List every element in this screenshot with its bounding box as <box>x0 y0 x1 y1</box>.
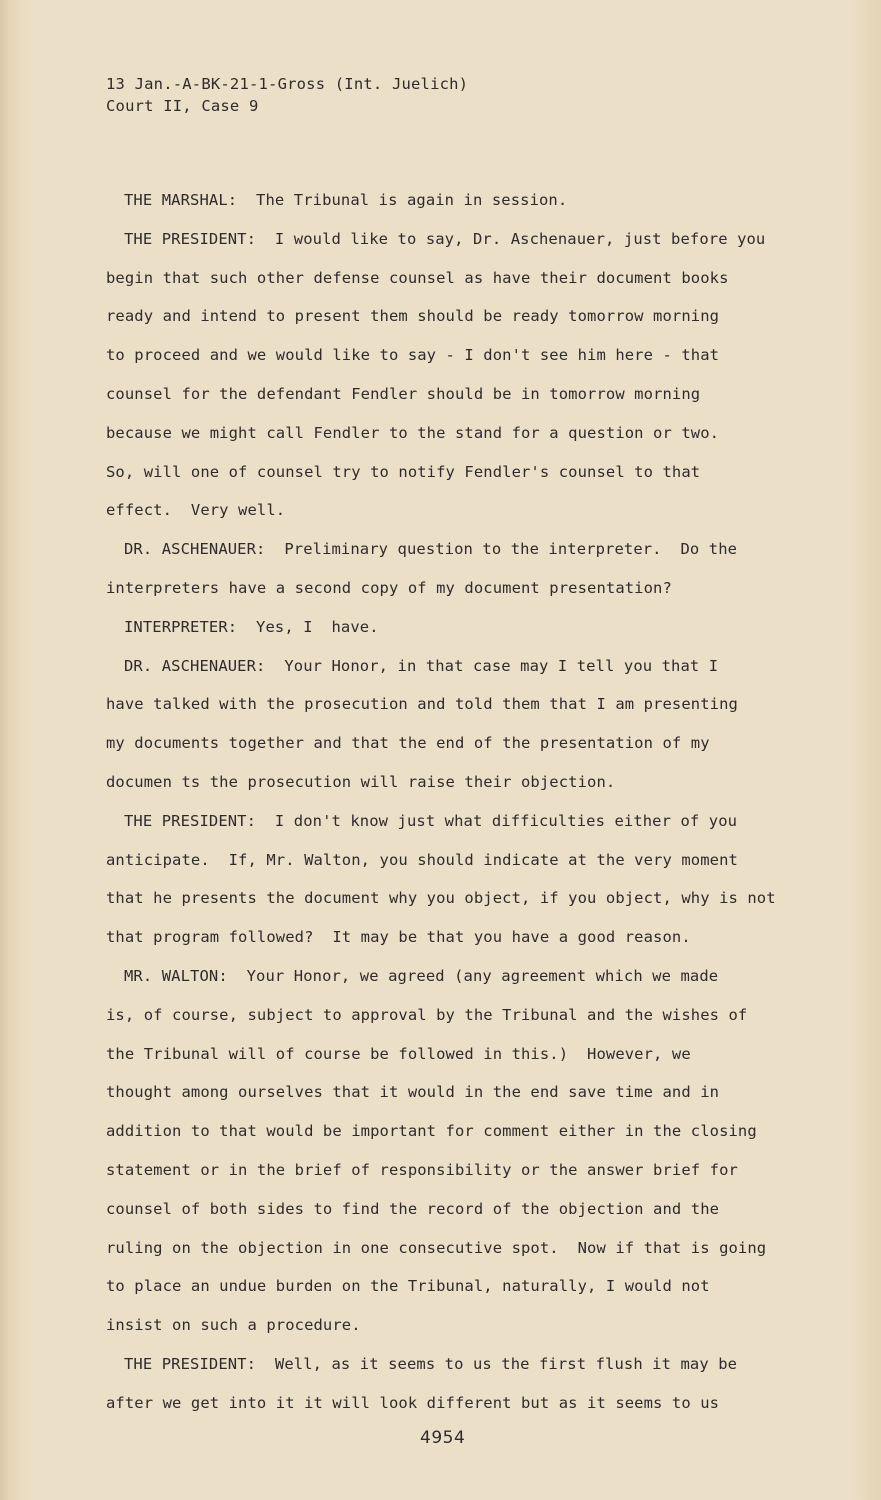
transcript-line: effect. Very well. <box>106 501 286 520</box>
transcript-line: documen ts the prosecution will raise their objection. <box>106 772 616 791</box>
transcript-line: DR. ASCHENAUER: Preliminary question to the interpreter. Do the <box>124 540 738 559</box>
transcript-line: THE MARSHAL: The Tribunal is again in session. <box>124 191 568 209</box>
transcript-line: interpreters have a second copy of my document presentation? <box>106 578 672 597</box>
page-number: 4954 <box>420 1428 466 1448</box>
transcript-line: after we get into it it will look different but as it seems to us <box>106 1393 720 1412</box>
transcript-line: ruling on the objection in one consecutive spot. Now if that is going <box>106 1238 767 1257</box>
transcript-line: statement or in the brief of responsibility or the answer brief for <box>106 1160 738 1179</box>
transcript-line: counsel for the defendant Fendler should be in tomorrow morning <box>106 384 701 403</box>
transcript-line: INTERPRETER: Yes, I have. <box>124 617 379 636</box>
transcript-line: the Tribunal will of course be followed in this.) However, we <box>106 1044 691 1063</box>
transcript-line: have talked with the prosecution and told them that I am presenting <box>106 695 738 714</box>
transcript-line: addition to that would be important for comment either in the closing <box>106 1122 757 1141</box>
transcript-line: ready and intend to present them should be ready tomorrow morning <box>106 307 720 326</box>
transcript-line: my documents together and that the end of the presentation of my <box>106 734 710 753</box>
transcript-line: begin that such other defense counsel as have their document books <box>106 268 729 287</box>
transcript-line: that he presents the document why you object, if you object, why is not <box>106 889 776 908</box>
transcript-line: that program followed? It may be that you have a good reason. <box>106 928 691 947</box>
transcript-line: MR. WALTON: Your Honor, we agreed (any agreement which we made <box>124 966 719 985</box>
transcript-line: THE PRESIDENT: I would like to say, Dr. Aschenauer, just before you <box>124 229 766 248</box>
transcript-line: to place an undue burden on the Tribunal, naturally, I would not <box>106 1277 710 1296</box>
transcript-line: counsel of both sides to find the record of the objection and the <box>106 1199 720 1218</box>
header-court: Court II, Case 9 <box>106 97 259 115</box>
transcript-line: anticipate. If, Mr. Walton, you should indicate at the very moment <box>106 850 738 869</box>
header-reference: 13 Jan.-A-BK-21-1-Gross (Int. Juelich) <box>106 75 469 93</box>
transcript-line: is, of course, subject to approval by the Tribunal and the wishes of <box>106 1005 748 1024</box>
transcript-line: to proceed and we would like to say - I don't see him here - that <box>106 346 720 365</box>
transcript-line: because we might call Fendler to the stand for a question or two. <box>106 423 720 442</box>
transcript-line: THE PRESIDENT: I don't know just what difficulties either of you <box>124 811 738 830</box>
document-header <box>106 73 468 117</box>
transcript-line: DR. ASCHENAUER: Your Honor, in that case may I tell you that I <box>124 656 719 675</box>
transcript-line: insist on such a procedure. <box>106 1316 361 1335</box>
transcript-line: thought among ourselves that it would in the end save time and in <box>106 1083 720 1102</box>
transcript-line: So, will one of counsel try to notify Fendler's counsel to that <box>106 462 701 481</box>
transcript-line: THE PRESIDENT: Well, as it seems to us the first flush it may be <box>124 1354 738 1373</box>
transcript-body <box>106 185 806 1427</box>
